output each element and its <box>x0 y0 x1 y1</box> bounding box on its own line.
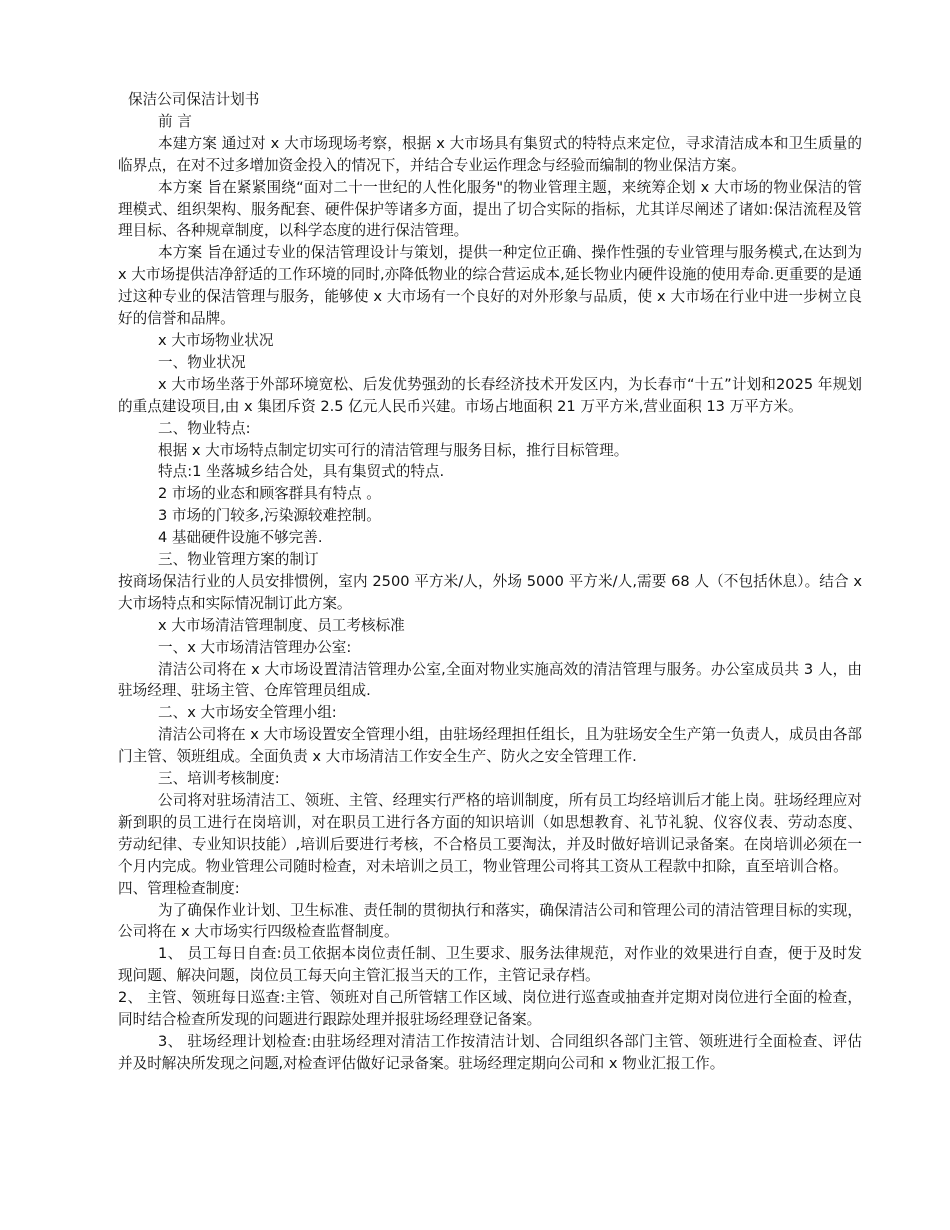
paragraph-intro-2: 本方案 旨在紧紧围绕“面对二十一世纪的人性化服务"的物业管理主题，来统筹企划 x 大市场的物业保洁的管理模式、组织架构、服务配套、硬件保护等诸多方面，提出了切合实际的指标，尤其详尽阐述了诸如:保洁流程及管理目标、各种规章制度，以科学态度的进行保洁管理。 <box>118 178 862 240</box>
feature-item-2: 2 市场的业态和顾客群具有特点 。 <box>158 485 381 503</box>
subheading-training: 三、培训考核制度: <box>158 770 280 788</box>
inspection-item-3: 3、 驻场经理计划检查:由驻场经理对清洁工作按清洁计划、合同组织各部门主管、领班进行全面检查、评估并及时解决所发现之问题,对检查评估做好记录备案。驻场经理定期向公司和 x 物业汇报工作。 <box>118 1032 862 1072</box>
paragraph-safety: 清洁公司将在 x 大市场设置安全管理小组，由驻场经理担任组长，且为驻场安全生产第一负责人，成员由各部门主管、领班组成。全面负责 x 大市场清洁工作安全生产、防火之安全管理工作. <box>118 726 862 766</box>
subheading-property-features: 二、物业特点: <box>158 419 251 437</box>
feature-item-3: 3 市场的门较多,污染源较难控制。 <box>158 507 381 525</box>
section-heading-property: x 大市场物业状况 <box>158 331 274 349</box>
paragraph-office: 清洁公司将在 x 大市场设置清洁管理办公室,全面对物业实施高效的清洁管理与服务。办公室成员共 3 人，由驻场经理、驻场主管、仓库管理员组成. <box>118 660 862 700</box>
subheading-plan: 三、物业管理方案的制订 <box>158 551 319 569</box>
paragraph-intro-1: 本建方案 通过对 x 大市场现场考察，根据 x 大市场具有集贸式的特特点来定位，寻求清洁成本和卫生质量的临界点，在对不过多增加资金投入的情况下，并结合专业运作理念与经验而编制的物业保洁方案。 <box>118 134 862 174</box>
doc-title: 保洁公司保洁计划书 <box>128 91 260 108</box>
inspection-item-1: 1、 员工每日自查:员工依据本岗位责任制、卫生要求、服务法律规范，对作业的效果进行自查，便于及时发现问题、解决问题，岗位员工每天向主管汇报当天的工作，主管记录存档。 <box>118 945 862 985</box>
paragraph-property-status: x 大市场坐落于外部环境宽松、后发优势强劲的长春经济技术开发区内，为长春市“十五”计划和2025 年规划的重点建设项目,由 x 集团斥资 2.5 亿元人民币兴建。市场占地面积 21 万平方米,营业面积 13 万平方米。 <box>118 375 862 415</box>
paragraph-plan-text: 按商场保洁行业的人员安排惯例，室内 2500 平方米/人，外场 5000 平方米/人,需要 68 人（不包括休息）。结合 x 大市场特点和实际情况制订此方案。 <box>118 572 862 612</box>
paragraph-plan <box>118 571 862 615</box>
paragraph-intro-3: 本方案 旨在通过专业的保洁管理设计与策划，提供一种定位正确、操作性强的专业管理与服务模式,在达到为 x 大市场提供洁净舒适的工作环境的同时,亦降低物业的综合营运成本,延长物业内硬件设施的使用寿命.更重要的是通过这种专业的保洁管理与服务，能够使 x 大市场有一个良好的对外形象与品质，使 x 大市场在行业中进一步树立良好的信誉和品牌。 <box>118 244 862 328</box>
subheading-inspection: 四、管理检查制度: <box>118 879 240 897</box>
foreword-heading: 前 言 <box>158 112 192 130</box>
subheading-property-status: 一、物业状况 <box>158 353 246 371</box>
feature-item-4: 4 基础硬件设施不够完善. <box>158 529 323 547</box>
section-heading-rules: x 大市场清洁管理制度、员工考核标准 <box>158 616 405 634</box>
subheading-office: 一、x 大市场清洁管理办公室: <box>158 638 352 656</box>
feature-item-1: 特点:1 坐落城乡结合处，具有集贸式的特点. <box>158 463 445 481</box>
paragraph-training: 公司将对驻场清洁工、领班、主管、经理实行严格的培训制度，所有员工均经培训后才能上岗。驻场经理应对新到职的员工进行在岗培训，对在职员工进行各方面的知识培训（如思想教育、礼节礼貌、仪容仪表、劳动态度、劳动纪律、专业知识技能）,培训后要进行考核，不合格员工要淘汰，并及时做好培训记录备案。在岗培训必须在一个月内完成。物业管理公司随时检查，对未培训之员工，物业管理公司将其工资从工程款中扣除，直至培训合格。 <box>118 792 862 875</box>
inspection-item-2: 2、 主管、领班每日巡查:主管、领班对自己所管辖工作区域、岗位进行巡查或抽查并定期对岗位进行全面的检查，同时结合检查所发现的问题进行跟踪处理并报驻场经理登记备案。 <box>118 989 862 1029</box>
paragraph-inspection: 为了确保作业计划、卫生标准、责任制的贯彻执行和落实，确保清洁公司和管理公司的清洁管理目标的实现，公司将在 x 大市场实行四级检查监督制度。 <box>118 901 862 941</box>
subheading-safety: 二、x 大市场安全管理小组: <box>158 704 337 722</box>
paragraph-features-goal: 根据 x 大市场特点制定切实可行的清洁管理与服务目标，推行目标管理。 <box>158 441 629 459</box>
